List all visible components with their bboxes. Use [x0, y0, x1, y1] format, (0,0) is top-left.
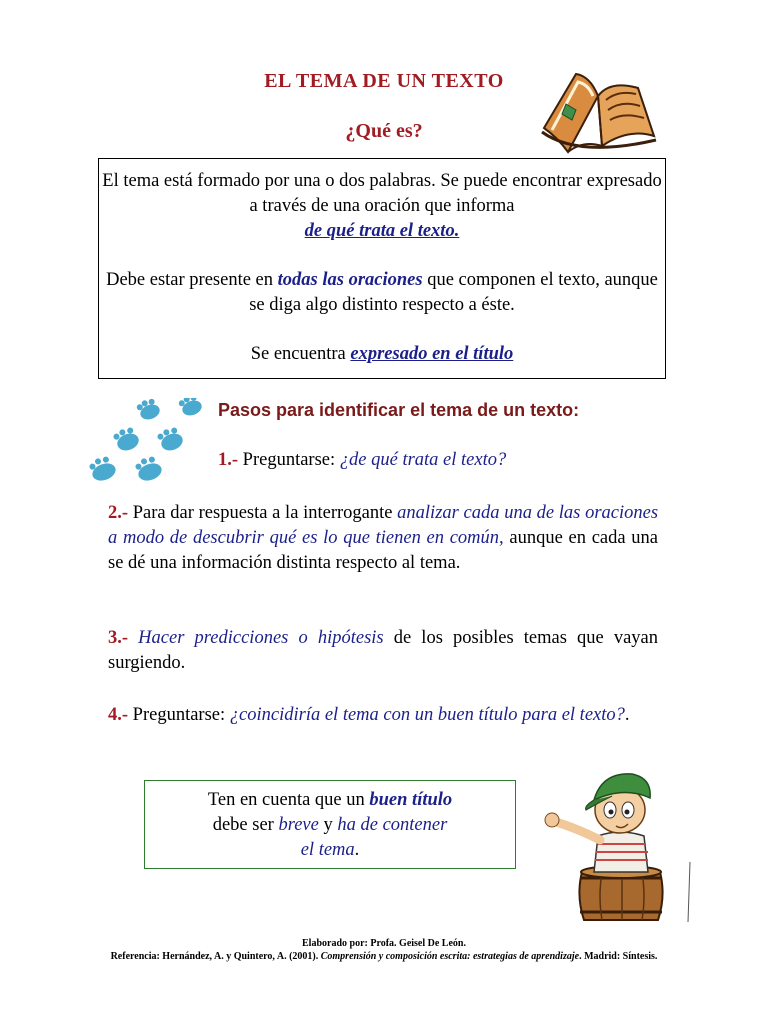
step-1: 1.- Preguntarse: ¿de qué trata el texto? — [218, 450, 507, 470]
step-2: 2.- Para dar respuesta a la interrogante analizar cada una de las oraciones a modo de descubrir qué es lo que tienen en común, aunque en cada una se dé una información distinta respecto al tema. — [108, 503, 659, 573]
footprints-icon — [88, 398, 214, 488]
step-4: 4.- Preguntarse: ¿coincidiría el tema con un buen título para el texto?. — [108, 705, 630, 725]
definition-box: El tema está formado por una o dos palabras. Se puede encontrar expresado a través de una oración que informa de qué trata el texto. Debe estar presente en todas las oraciones que componen el texto, aunque se diga algo distinto respecto a éste. Se encuentra expresado en el título — [98, 158, 666, 379]
definition-emphasis-2: todas las oraciones — [277, 270, 423, 290]
footer-author: Elaborado por: Profa. Geisel De León. — [302, 938, 466, 949]
footer — [0, 937, 768, 963]
tip-box: Ten en cuenta que un buen título debe ser breve y ha de contener el tema. — [144, 780, 516, 869]
definition-emphasis-3: expresado en el título — [350, 344, 514, 364]
steps-title: Pasos para identificar el tema de un texto: — [218, 400, 580, 420]
definition-emphasis-1: de qué trata el texto. — [304, 221, 460, 241]
step-3: 3.- Hacer predicciones o hipótesis de los posibles temas que vayan surgiendo. — [108, 628, 659, 673]
boy-in-barrel-illustration — [540, 766, 710, 924]
page-title: EL TEMA DE UN TEXTO — [264, 70, 504, 92]
page-subtitle: ¿Qué es? — [345, 120, 423, 142]
footer-reference: Referencia: Hernández, A. y Quintero, A. (2001). Comprensión y composición escrita: estrategias de aprendizaje. Madrid: Síntesis. — [110, 951, 658, 962]
book-icon — [538, 66, 658, 160]
